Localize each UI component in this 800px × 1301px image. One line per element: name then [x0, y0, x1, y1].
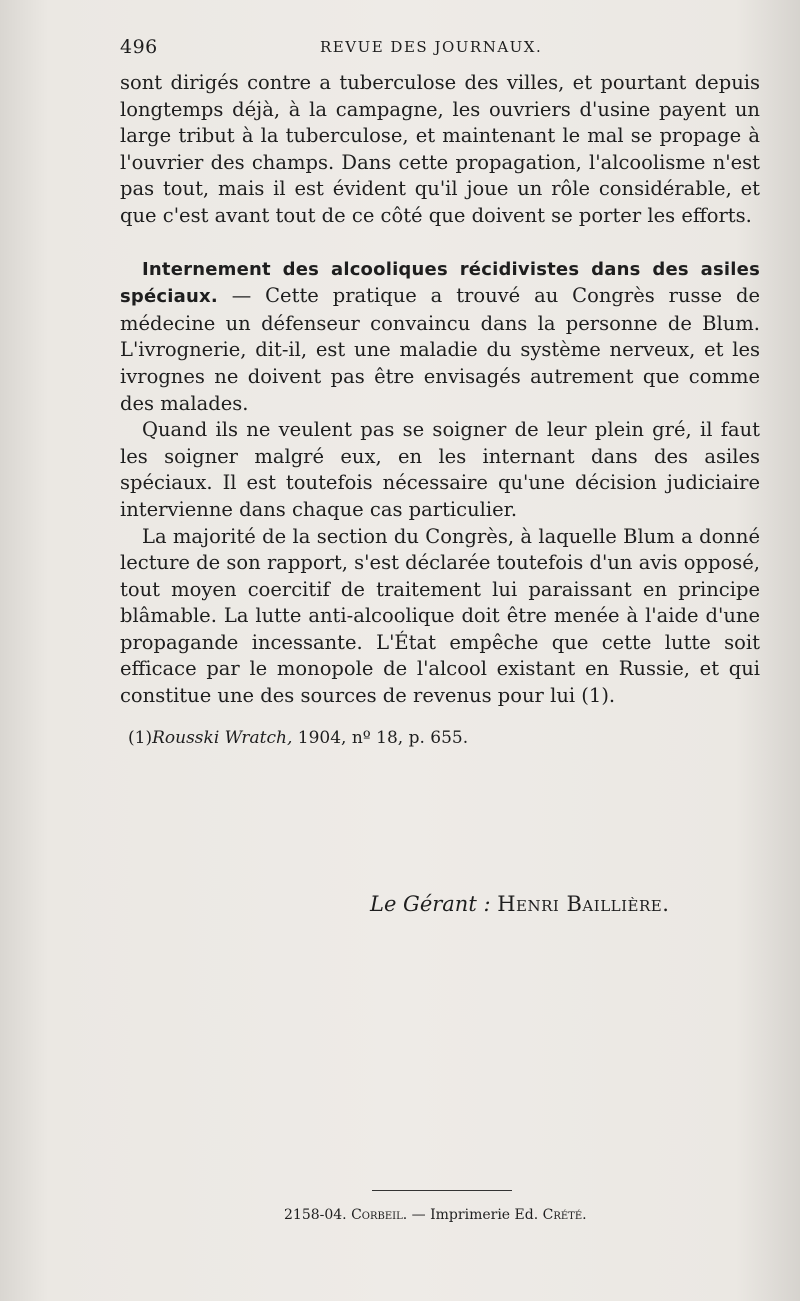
footnote-marker: (1): [128, 728, 153, 748]
page-number: 496: [120, 36, 158, 58]
bleed-through-text: [120, 860, 125, 879]
section-paragraph-1: [120, 256, 760, 418]
printer-imprint: [284, 1207, 744, 1223]
body-text: [120, 70, 760, 710]
section-paragraph-2: Quand ils ne veulent pas se soigner de leur plein gré, il faut les soigner malgré eux, en les internant dans des asiles spéciaux. Il est toutefois nécessaire qu'une décision judiciaire intervienne dans chaque cas particulier.: [120, 418, 760, 521]
imprint-printer-name: Crété.: [542, 1207, 587, 1223]
footnote-details: 1904, nº 18, p. 655.: [292, 728, 469, 748]
divider-rule: [372, 1190, 512, 1191]
signature: [370, 892, 750, 916]
imprint-separator: —: [407, 1207, 431, 1223]
running-head: REVUE DES JOURNAUX.: [320, 38, 543, 56]
signature-title: Le Gérant :: [370, 892, 491, 916]
section-paragraph-3: La majorité de la section du Congrès, à laquelle Blum a donné lecture de son rapport, s'est déclarée toutefois d'un avis opposé, tout moyen coercitif de traitement lui paraissant en principe blâmable. La lutte anti-alcoolique doit être menée à l'aide d'une propagande incessante. L'État empêche que cette lutte soit efficace par le monopole de l'alcool existant en Russie, et qui constitue une des sources de revenus pour lui (1).: [120, 524, 760, 708]
imprint-city: Corbeil.: [351, 1207, 408, 1223]
footnote: [128, 728, 748, 748]
footnote-journal: Rousski Wratch,: [152, 728, 293, 748]
imprint-printer: Imprimerie Ed.: [430, 1207, 539, 1223]
intro-paragraph: sont dirigés contre a tuberculose des villes, et pourtant depuis longtemps déjà, à la campagne, les ouvriers d'usine payent un large tribut à la tuberculose, et maintenant le mal se propage à l'ouvrier des champs. Dans cette propagation, l'alcoolisme n'est pas tout, mais il est évident qu'il joue un rôle considérable, et que c'est avant tout de ce côté que doivent se porter les efforts.: [120, 71, 760, 227]
signature-name: Henri Baillière.: [497, 892, 670, 916]
imprint-code: 2158-04.: [284, 1207, 347, 1223]
page-header: [120, 36, 760, 60]
section-lead-text: — Cette pratique a trouvé au Congrès russe de médecine un défenseur convaincu dans la personne de Blum. L'ivrognerie, dit-il, est une maladie du système nerveux, et les ivrognes ne doivent pas être envisagés autrement que comme des malades.: [120, 284, 760, 415]
section-title: Internement des alcooliques récidivistes dans des asiles spéciaux.: [120, 258, 760, 308]
